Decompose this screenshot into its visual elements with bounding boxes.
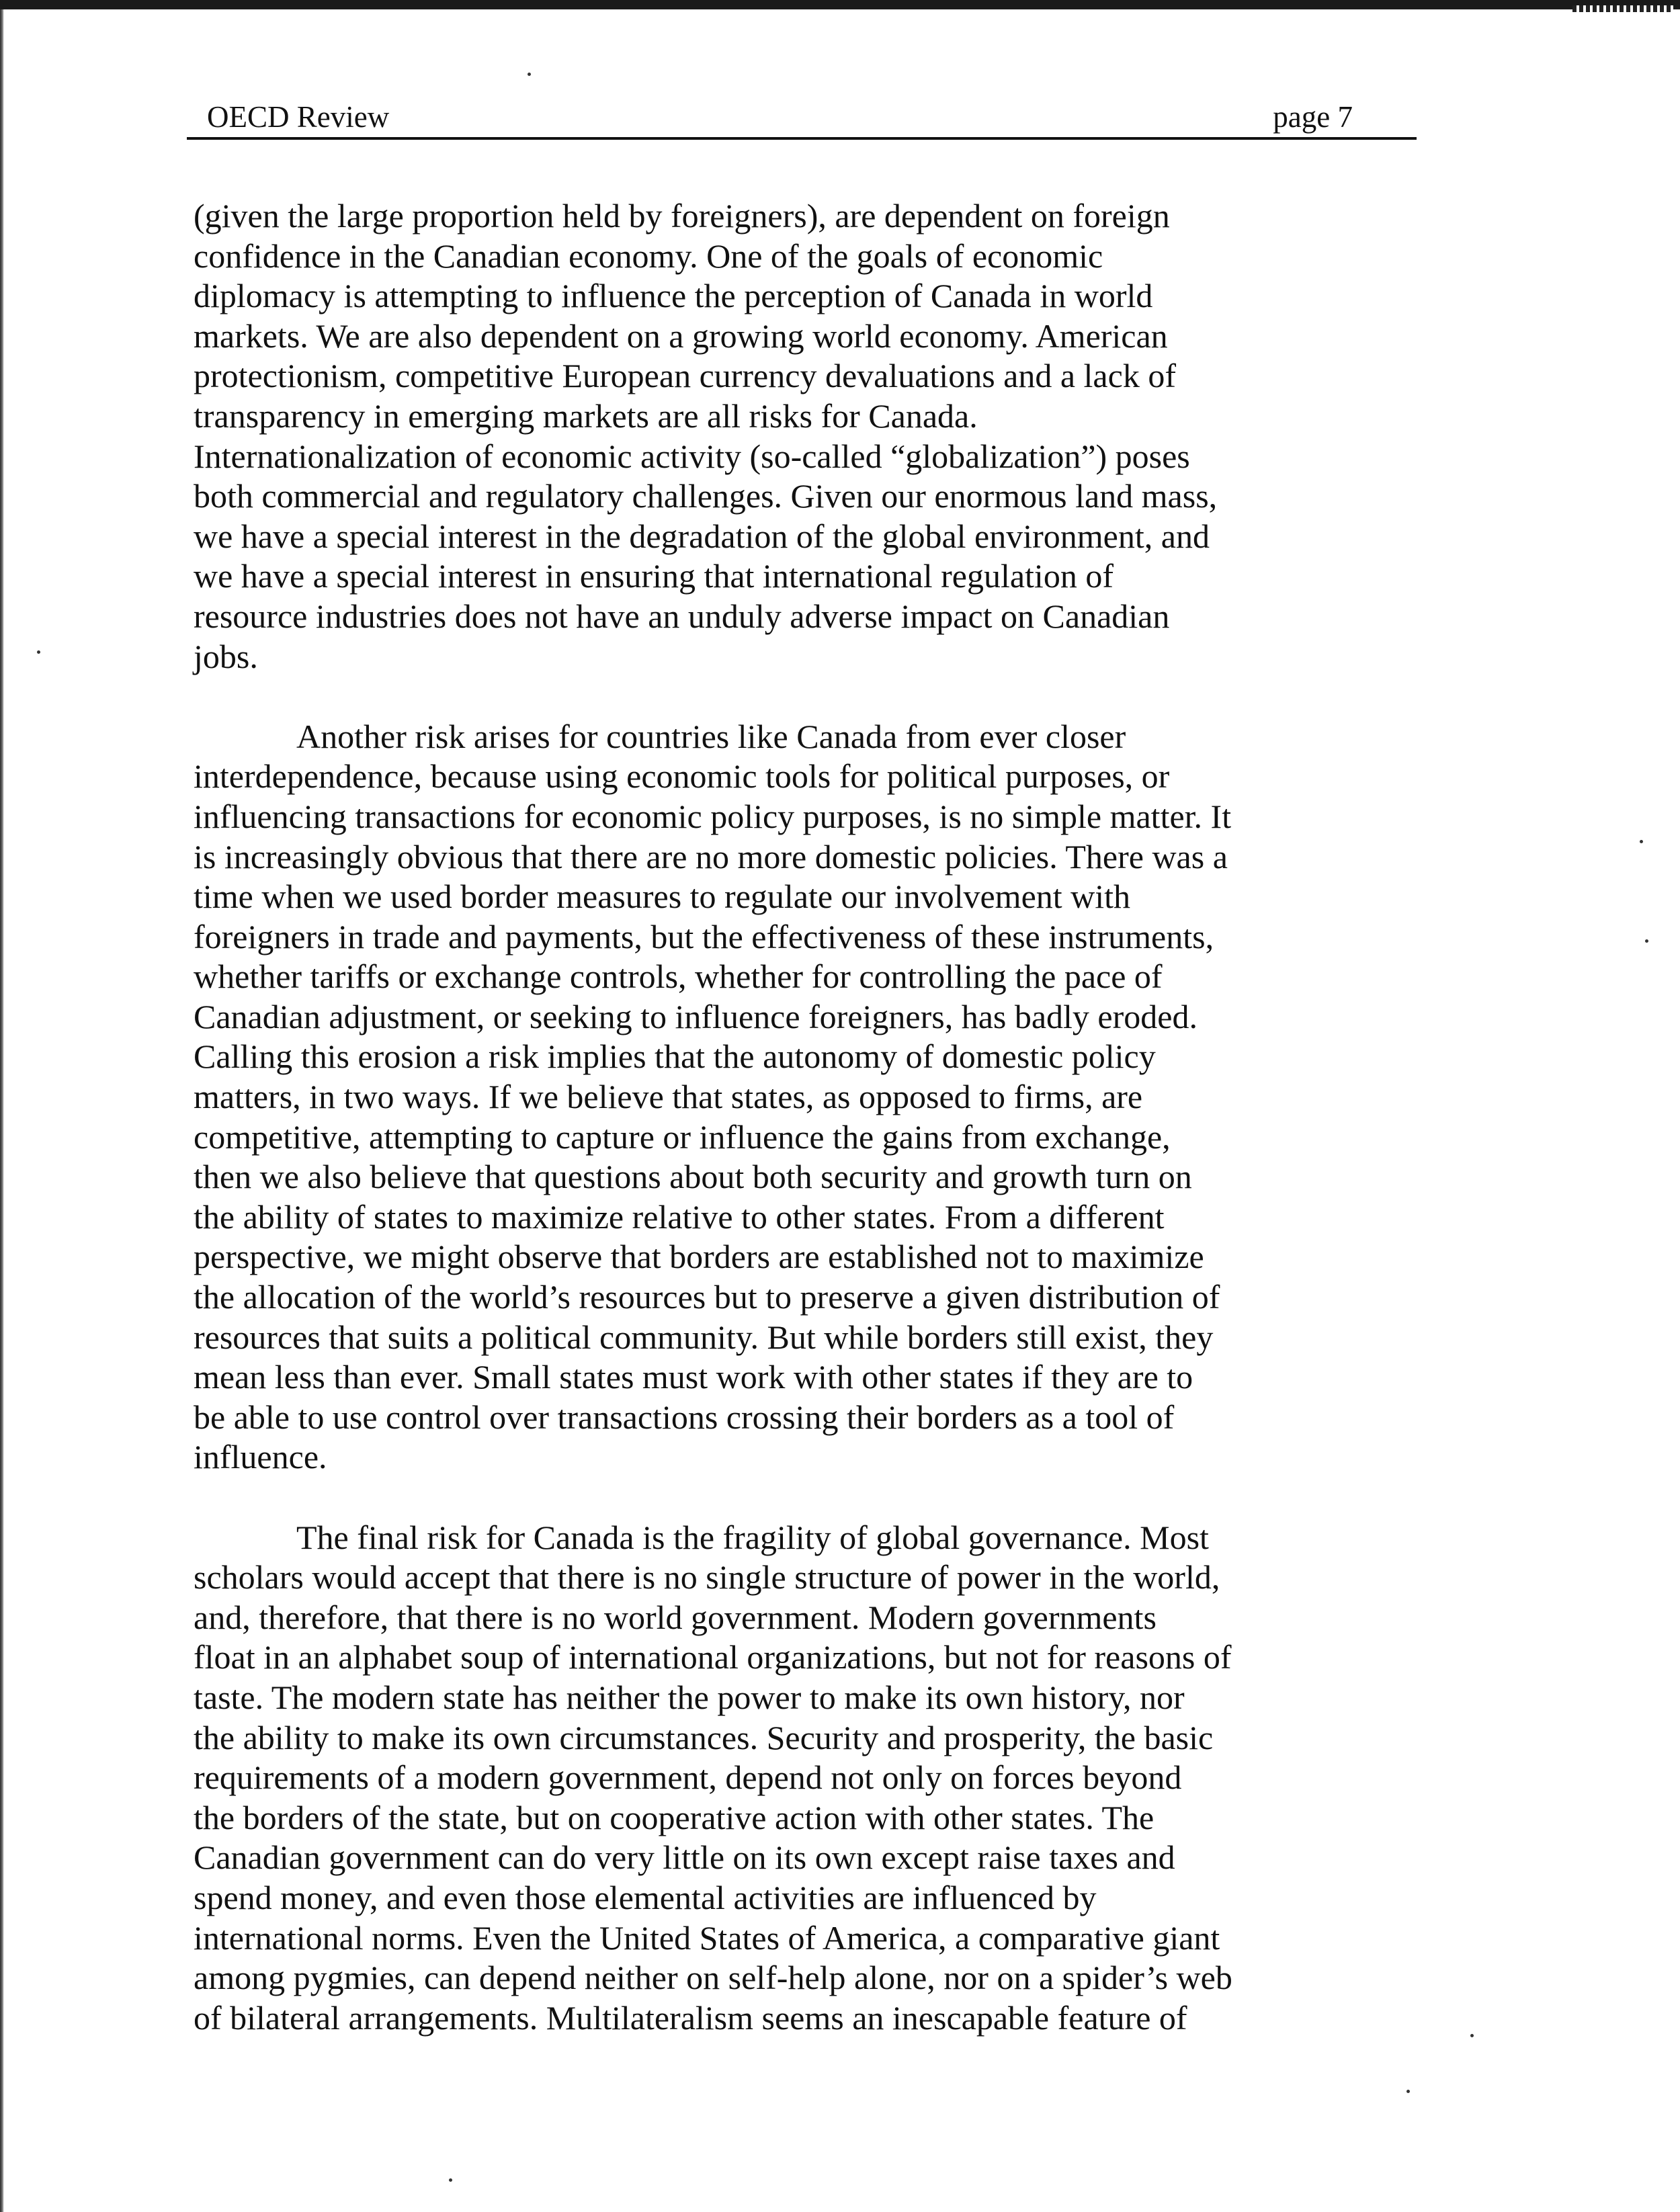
scan-speck bbox=[1406, 2090, 1410, 2093]
scan-speck bbox=[1645, 939, 1648, 943]
scan-speck bbox=[449, 2178, 452, 2182]
header-title: OECD Review bbox=[207, 100, 390, 134]
body-text bbox=[194, 196, 1423, 2038]
page-number: page 7 bbox=[1273, 100, 1353, 134]
scan-speck bbox=[1470, 2034, 1474, 2037]
scan-top-border bbox=[0, 0, 1680, 9]
paragraph-interdependence-risk: Another risk arises for countries like Canada from ever closer interdependence, because using economic tools for political purposes, or influencing transactions for economic policy purposes, is no simple matter. It is increasingly obvious that there are no more domestic policies. There was a time when we used border measures to regulate our involvement with foreigners in trade and payments, but the effectiveness of these instruments, whether tariffs or exchange controls, whether for controlling the pace of Canadian adjustment, or seeking to influence foreigners, has badly eroded. Calling this erosion a risk implies that the autonomy of domestic policy matters, in two ways. If we believe that states, as opposed to firms, are competitive, attempting to capture or influence the gains from exchange, then we also believe that questions about both security and growth turn on the ability of states to maximize relative to other states. From a different perspective, we might observe that borders are established not to maximize the allocation of the world’s resources but to preserve a given distribution of resources that suits a political community. But while borders still exist, they mean less than ever. Small states must work with other states if they are to be able to use control over transactions crossing their borders as a tool of influence. bbox=[194, 717, 1232, 1476]
scan-corner-mark bbox=[1572, 5, 1673, 12]
scan-speck bbox=[528, 73, 531, 76]
scan-left-edge bbox=[0, 9, 4, 2212]
paragraph-continuation: (given the large proportion held by foreigners), are dependent on foreign confidence in the Canadian economy. One of the goals of economic diplomacy is attempting to influence the perception of Canada in world markets. We are also dependent on a growing world economy. American protectionism, competitive European currency devaluations and a lack of transparency in emerging markets are all risks for Canada. Internationalization of economic activity (so-called “globalization”) poses both commercial and regulatory challenges. Given our enormous land mass, we have a special interest in the degradation of the global environment, and we have a special interest in ensuring that international regulation of resource industries does not have an unduly adverse impact on Canadian jobs. bbox=[194, 197, 1218, 675]
running-header bbox=[187, 94, 1417, 140]
paragraph-global-governance-risk: The final risk for Canada is the fragility of global governance. Most scholars would accept that there is no single structure of power in the world, and, therefore, that there is no world government. Modern governments float in an alphabet soup of international organizations, but not for reasons of taste. The modern state has neither the power to make its own history, nor the ability to make its own circumstances. Security and prosperity, the basic requirements of a modern government, depend not only on forces beyond the borders of the state, but on cooperative action with other states. The Canadian government can do very little on its own except raise taxes and spend money, and even those elemental activities are influenced by international norms. Even the United States of America, a comparative giant among pygmies, can depend neither on self-help alone, nor on a spider’s web of bilateral arrangements. Multilateralism seems an inescapable feature of bbox=[194, 1518, 1232, 2037]
scan-speck bbox=[37, 650, 40, 654]
scan-speck bbox=[1640, 840, 1643, 843]
